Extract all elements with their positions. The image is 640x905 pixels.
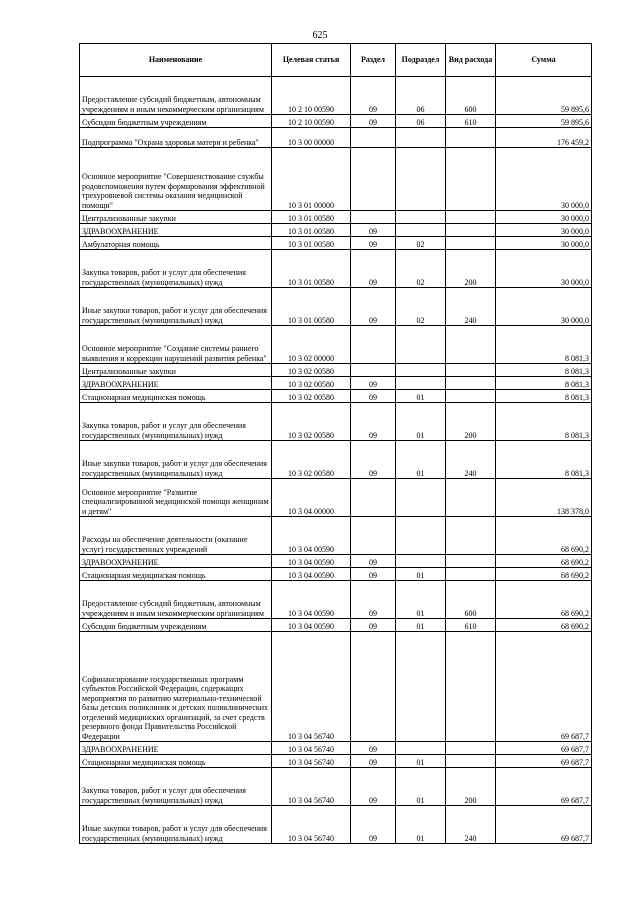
row-amount: 59 895,6 (496, 115, 592, 128)
row-expense-kind: 240 (446, 441, 496, 479)
table-row (80, 250, 592, 288)
row-target-article: 10 3 01 00580 (272, 288, 351, 326)
row-subsection: 01 (396, 403, 446, 441)
row-subsection: 01 (396, 581, 446, 619)
row-amount: 69 687,7 (496, 755, 592, 768)
row-target-article: 10 3 02 00000 (272, 326, 351, 364)
row-expense-kind (446, 148, 496, 211)
row-name: Софинансирование государственных программ субъектов Российской Федерации, содержащих мероприятия по развитию материально-технической базы детских поликлиник и детских поликлинических отделений медицинских организаций, за счет средств резервного фонда Правительства Российской Федерации (80, 632, 272, 742)
table-header-row (80, 44, 592, 77)
row-name: Субсидии бюджетным учреждениям (80, 115, 272, 128)
row-target-article: 10 3 01 00580 (272, 211, 351, 224)
row-amount: 8 081,3 (496, 364, 592, 377)
table-row (80, 364, 592, 377)
row-section: 09 (351, 224, 396, 237)
row-amount: 68 690,2 (496, 619, 592, 632)
row-section: 09 (351, 568, 396, 581)
header-amount: Сумма (496, 44, 592, 77)
row-expense-kind: 240 (446, 806, 496, 844)
table-row (80, 115, 592, 128)
row-expense-kind (446, 479, 496, 517)
row-expense-kind (446, 237, 496, 250)
row-expense-kind: 610 (446, 619, 496, 632)
row-subsection (396, 364, 446, 377)
row-amount: 68 690,2 (496, 568, 592, 581)
row-section (351, 364, 396, 377)
row-expense-kind (446, 364, 496, 377)
row-section (351, 211, 396, 224)
row-target-article: 10 3 04 56740 (272, 755, 351, 768)
table-row (80, 326, 592, 364)
row-expense-kind (446, 742, 496, 755)
row-expense-kind (446, 211, 496, 224)
row-section: 09 (351, 288, 396, 326)
row-subsection (396, 128, 446, 148)
row-name: Подпрограмма "Охрана здоровья матери и ребенка" (80, 128, 272, 148)
table-row (80, 211, 592, 224)
row-subsection: 01 (396, 568, 446, 581)
table-row (80, 581, 592, 619)
row-section (351, 479, 396, 517)
row-subsection: 06 (396, 115, 446, 128)
row-name: Предоставление субсидий бюджетным, автономным учреждениям и иным некоммерческим организациям (80, 581, 272, 619)
row-amount: 30 000,0 (496, 250, 592, 288)
row-target-article: 10 3 02 00580 (272, 441, 351, 479)
row-expense-kind (446, 390, 496, 403)
table-row (80, 632, 592, 742)
row-subsection (396, 148, 446, 211)
table-row (80, 479, 592, 517)
row-subsection (396, 377, 446, 390)
table-row (80, 568, 592, 581)
table-row (80, 441, 592, 479)
table-row (80, 224, 592, 237)
row-section: 09 (351, 390, 396, 403)
row-name: Субсидии бюджетным учреждениям (80, 619, 272, 632)
row-target-article: 10 3 04 00590 (272, 568, 351, 581)
header-target-article: Целевая статья (272, 44, 351, 77)
row-expense-kind: 600 (446, 77, 496, 115)
row-amount: 138 378,0 (496, 479, 592, 517)
row-section: 09 (351, 755, 396, 768)
row-name: ЗДРАВООХРАНЕНИЕ (80, 555, 272, 568)
row-subsection: 02 (396, 288, 446, 326)
row-subsection (396, 224, 446, 237)
row-expense-kind (446, 755, 496, 768)
row-target-article: 10 3 04 56740 (272, 632, 351, 742)
row-section: 09 (351, 619, 396, 632)
row-section: 09 (351, 77, 396, 115)
row-expense-kind: 200 (446, 250, 496, 288)
page-number: 625 (312, 30, 328, 41)
row-name: Закупка товаров, работ и услуг для обеспечения государственных (муниципальных) нужд (80, 403, 272, 441)
row-amount: 68 690,2 (496, 555, 592, 568)
table-row (80, 377, 592, 390)
row-name: Иные закупки товаров, работ и услуг для обеспечения государственных (муниципальных) нужд (80, 288, 272, 326)
table-row (80, 755, 592, 768)
row-section: 09 (351, 115, 396, 128)
header-section: Раздел (351, 44, 396, 77)
row-section: 09 (351, 403, 396, 441)
table-row (80, 619, 592, 632)
row-name: Централизованные закупки (80, 364, 272, 377)
row-subsection: 02 (396, 250, 446, 288)
row-amount: 30 000,0 (496, 148, 592, 211)
row-amount: 30 000,0 (496, 224, 592, 237)
row-section: 09 (351, 581, 396, 619)
row-section: 09 (351, 250, 396, 288)
row-section (351, 517, 396, 555)
row-subsection (396, 211, 446, 224)
row-name: Закупка товаров, работ и услуг для обеспечения государственных (муниципальных) нужд (80, 768, 272, 806)
row-subsection (396, 326, 446, 364)
budget-table (79, 43, 592, 844)
table-row (80, 517, 592, 555)
table-row (80, 128, 592, 148)
row-amount: 8 081,3 (496, 390, 592, 403)
row-section: 09 (351, 237, 396, 250)
row-subsection (396, 555, 446, 568)
row-expense-kind: 610 (446, 115, 496, 128)
row-expense-kind (446, 517, 496, 555)
row-name: Предоставление субсидий бюджетным, автономным учреждениям и иным некоммерческим организациям (80, 77, 272, 115)
row-name: Иные закупки товаров, работ и услуг для обеспечения государственных (муниципальных) нужд (80, 441, 272, 479)
row-amount: 69 687,7 (496, 806, 592, 844)
row-section (351, 128, 396, 148)
row-expense-kind (446, 224, 496, 237)
row-expense-kind (446, 632, 496, 742)
row-amount: 8 081,3 (496, 441, 592, 479)
row-subsection: 01 (396, 441, 446, 479)
row-expense-kind (446, 128, 496, 148)
row-target-article: 10 3 04 00590 (272, 555, 351, 568)
row-section: 09 (351, 555, 396, 568)
row-amount: 30 000,0 (496, 211, 592, 224)
row-amount: 8 081,3 (496, 326, 592, 364)
row-section (351, 148, 396, 211)
row-expense-kind (446, 377, 496, 390)
row-subsection: 01 (396, 619, 446, 632)
header-name: Наименование (80, 44, 272, 77)
row-name: Амбулаторная помощь (80, 237, 272, 250)
row-name: ЗДРАВООХРАНЕНИЕ (80, 224, 272, 237)
row-name: ЗДРАВООХРАНЕНИЕ (80, 377, 272, 390)
row-section: 09 (351, 742, 396, 755)
row-target-article: 10 3 04 56740 (272, 806, 351, 844)
row-name: ЗДРАВООХРАНЕНИЕ (80, 742, 272, 755)
table-row (80, 148, 592, 211)
row-target-article: 10 3 01 00580 (272, 237, 351, 250)
table-row (80, 768, 592, 806)
row-target-article: 10 3 02 00580 (272, 377, 351, 390)
row-subsection: 01 (396, 755, 446, 768)
row-amount: 8 081,3 (496, 403, 592, 441)
row-amount: 30 000,0 (496, 237, 592, 250)
row-name: Основное мероприятие "Развитие специализированной медицинской помощи женщинам и детям" (80, 479, 272, 517)
row-target-article: 10 3 02 00580 (272, 403, 351, 441)
row-name: Стационарная медицинская помощь (80, 755, 272, 768)
row-name: Иные закупки товаров, работ и услуг для обеспечения государственных (муниципальных) нужд (80, 806, 272, 844)
row-amount: 69 687,7 (496, 768, 592, 806)
row-amount: 69 687,7 (496, 632, 592, 742)
row-expense-kind (446, 326, 496, 364)
row-subsection (396, 632, 446, 742)
table-row (80, 806, 592, 844)
row-amount: 30 000,0 (496, 288, 592, 326)
row-amount: 68 690,2 (496, 517, 592, 555)
row-name: Основное мероприятие "Совершенствование службы родовспоможения путем формирования эффективной трехуровневой системы оказания медицинской помощи" (80, 148, 272, 211)
row-expense-kind: 240 (446, 288, 496, 326)
row-target-article: 10 2 10 00590 (272, 77, 351, 115)
row-name: Стационарная медицинская помощь (80, 568, 272, 581)
row-target-article: 10 2 10 00590 (272, 115, 351, 128)
table-row (80, 555, 592, 568)
row-section (351, 632, 396, 742)
row-amount: 59 895,6 (496, 77, 592, 115)
row-amount: 176 459,2 (496, 128, 592, 148)
row-subsection: 02 (396, 237, 446, 250)
row-target-article: 10 3 02 00580 (272, 364, 351, 377)
row-section: 09 (351, 768, 396, 806)
table-row (80, 237, 592, 250)
row-section (351, 326, 396, 364)
table-row (80, 403, 592, 441)
row-subsection (396, 479, 446, 517)
row-amount: 69 687,7 (496, 742, 592, 755)
row-subsection: 01 (396, 806, 446, 844)
row-subsection: 01 (396, 768, 446, 806)
row-expense-kind (446, 555, 496, 568)
row-expense-kind: 200 (446, 768, 496, 806)
row-subsection: 01 (396, 390, 446, 403)
table-row (80, 288, 592, 326)
table-row (80, 742, 592, 755)
header-subsection: Подраздел (396, 44, 446, 77)
row-target-article: 10 3 01 00580 (272, 250, 351, 288)
table-row (80, 390, 592, 403)
row-target-article: 10 3 04 56740 (272, 768, 351, 806)
row-amount: 8 081,3 (496, 377, 592, 390)
row-subsection: 06 (396, 77, 446, 115)
row-target-article: 10 3 04 00000 (272, 479, 351, 517)
row-target-article: 10 3 01 00580 (272, 224, 351, 237)
row-expense-kind: 600 (446, 581, 496, 619)
row-name: Основное мероприятие "Создание системы раннего выявления и коррекции нарушений развития ребенка" (80, 326, 272, 364)
row-target-article: 10 3 01 00000 (272, 148, 351, 211)
header-expense-kind: Вид расхода (446, 44, 496, 77)
row-target-article: 10 3 04 00590 (272, 619, 351, 632)
row-subsection (396, 742, 446, 755)
row-expense-kind: 200 (446, 403, 496, 441)
row-subsection (396, 517, 446, 555)
row-section: 09 (351, 377, 396, 390)
row-target-article: 10 3 04 56740 (272, 742, 351, 755)
table-row (80, 77, 592, 115)
row-target-article: 10 3 04 00590 (272, 581, 351, 619)
row-section: 09 (351, 806, 396, 844)
row-target-article: 10 3 00 00000 (272, 128, 351, 148)
row-section: 09 (351, 441, 396, 479)
row-name: Централизованные закупки (80, 211, 272, 224)
row-name: Закупка товаров, работ и услуг для обеспечения государственных (муниципальных) нужд (80, 250, 272, 288)
row-target-article: 10 3 04 00590 (272, 517, 351, 555)
row-name: Расходы на обеспечение деятельности (оказание услуг) государственных учреждений (80, 517, 272, 555)
row-expense-kind (446, 568, 496, 581)
row-target-article: 10 3 02 00580 (272, 390, 351, 403)
row-amount: 68 690,2 (496, 581, 592, 619)
row-name: Стационарная медицинская помощь (80, 390, 272, 403)
